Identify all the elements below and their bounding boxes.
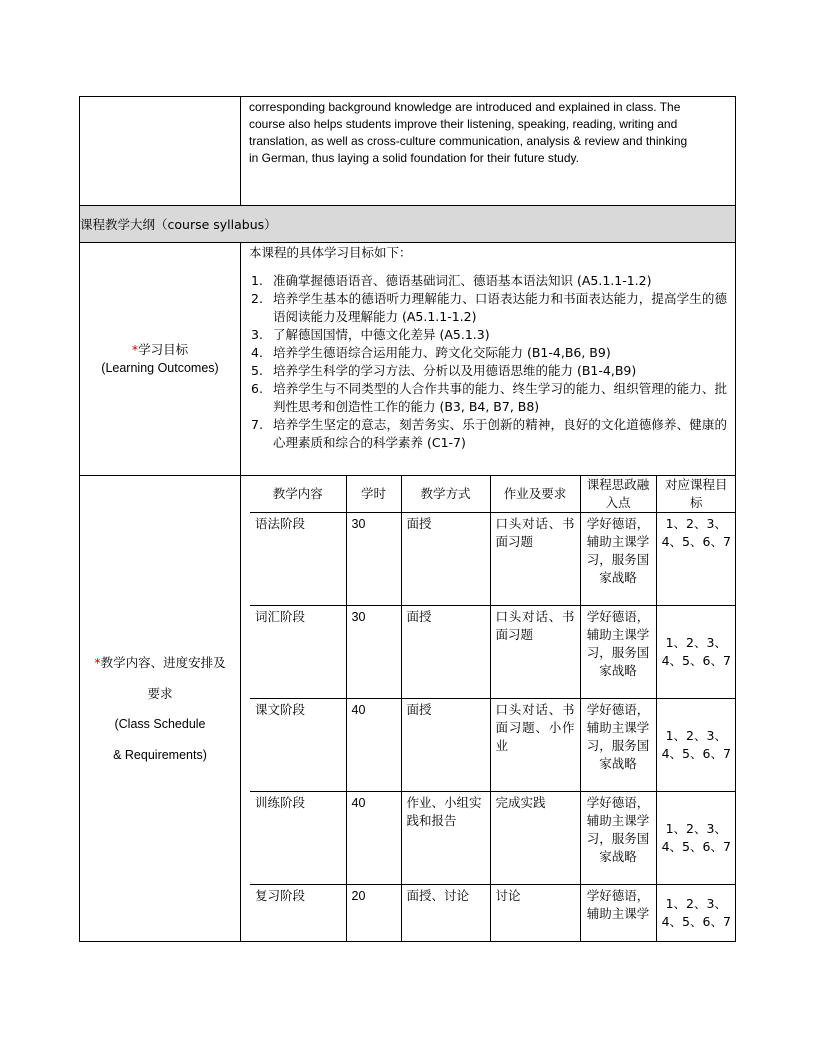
row-homework: 口头对话、书面习题、小作业 (490, 699, 580, 792)
row-method: 面授 (401, 513, 490, 606)
schedule-label-cn-1: 教学内容、进度安排及 (100, 654, 226, 670)
table-row (250, 885, 736, 942)
row-method: 面授 (401, 699, 490, 792)
schedule-label-en-1: (Class Schedule (114, 716, 206, 731)
item-number: 3. (251, 327, 263, 342)
syllabus-header: 课程教学大纲（course syllabus） (80, 206, 736, 243)
row-content: 训练阶段 (250, 792, 346, 885)
row-target: 1、2、3、4、5、6、7 (656, 699, 736, 792)
row-hours: 20 (346, 885, 401, 942)
description-line: translation, as well as cross-culture communication, analysis & review and thinking (249, 134, 688, 148)
row-target: 1、2、3、4、5、6、7 (656, 885, 736, 942)
required-star: * (94, 654, 101, 670)
row-homework: 口头对话、书面习题 (490, 513, 580, 606)
row-hours: 40 (346, 792, 401, 885)
header-hours: 学时 (346, 476, 401, 513)
learning-outcomes-label-en: (Learning Outcomes) (101, 361, 219, 375)
schedule-label-en-2: & Requirements) (113, 747, 207, 762)
row-target: 1、2、3、4、5、6、7 (656, 792, 736, 885)
description-cell (241, 97, 736, 206)
item-number: 2. (251, 291, 263, 306)
syllabus-table (79, 96, 736, 942)
list-item (249, 326, 727, 344)
item-number: 1. (251, 273, 263, 288)
list-item (249, 344, 727, 362)
header-method: 教学方式 (401, 476, 490, 513)
row-ideology: 学好德语，辅助主课学 (580, 885, 656, 942)
item-text: 准确掌握德语语音、德语基础词汇、德语基本语法知识 (A5.1.1-1.2) (273, 273, 652, 288)
row-homework: 完成实践 (490, 792, 580, 885)
schedule-table (250, 476, 736, 941)
item-text: 培养学生基本的德语听力理解能力、口语表达能力和书面表达能力，提高学生的德语阅读能力及理解能力 (A5.1.1-1.2) (273, 291, 727, 324)
schedule-label (80, 476, 241, 942)
schedule-row (80, 476, 736, 942)
required-star: * (131, 342, 139, 357)
row-content: 课文阶段 (250, 699, 346, 792)
header-ideology: 课程思政融入点 (580, 476, 656, 513)
description-line: corresponding background knowledge are introduced and explained in class. The (249, 100, 681, 114)
list-item (249, 362, 727, 380)
row-ideology: 学好德语，辅助主课学习，服务国家战略 (580, 699, 656, 792)
row-content: 语法阶段 (250, 513, 346, 606)
list-item (249, 272, 727, 290)
row-method: 面授 (401, 606, 490, 699)
row-content: 复习阶段 (250, 885, 346, 942)
item-number: 5. (251, 363, 263, 378)
item-text: 了解德国国情，中德文化差异 (A5.1.3) (273, 327, 490, 342)
description-row (80, 97, 736, 206)
list-item (249, 416, 727, 452)
row-ideology: 学好德语，辅助主课学习，服务国家战略 (580, 792, 656, 885)
item-number: 6. (251, 381, 263, 396)
table-row (250, 606, 736, 699)
row-hours: 30 (346, 606, 401, 699)
header-content: 教学内容 (250, 476, 346, 513)
learning-outcomes-label (80, 243, 241, 476)
list-item (249, 380, 727, 416)
table-row (250, 699, 736, 792)
row-target: 1、2、3、4、5、6、7 (656, 606, 736, 699)
table-row (250, 792, 736, 885)
schedule-label-cn-2: 要求 (147, 685, 173, 701)
description-line: course also helps students improve their listening, speaking, reading, writing and (249, 117, 678, 131)
row-target: 1、2、3、4、5、6、7 (656, 513, 736, 606)
item-text: 培养学生坚定的意志，刻苦务实、乐于创新的精神，良好的文化道德修养、健康的心理素质和综合的科学素养 (C1-7) (273, 417, 727, 450)
item-number: 7. (251, 417, 263, 432)
learning-outcomes-list (241, 272, 735, 452)
item-text: 培养学生与不同类型的人合作共事的能力、终生学习的能力、组织管理的能力、批判性思考和创造性工作的能力 (B3, B4, B7, B8) (273, 381, 727, 414)
syllabus-header-row (80, 206, 736, 243)
header-target: 对应课程目标 (656, 476, 736, 513)
description-line: in German, thus laying a solid foundation for their future study. (249, 151, 579, 165)
course-description (241, 97, 735, 173)
schedule-header-row (250, 476, 736, 513)
row-method: 面授、讨论 (401, 885, 490, 942)
header-homework: 作业及要求 (490, 476, 580, 513)
row-homework: 讨论 (490, 885, 580, 942)
learning-outcomes-row (80, 243, 736, 476)
list-item (249, 290, 727, 326)
row-ideology: 学好德语，辅助主课学习，服务国家战略 (580, 513, 656, 606)
table-row (250, 513, 736, 606)
row-method: 作业、小组实践和报告 (401, 792, 490, 885)
item-number: 4. (251, 345, 263, 360)
row-hours: 30 (346, 513, 401, 606)
learning-outcomes-intro: 本课程的具体学习目标如下： (249, 245, 412, 260)
row-content: 词汇阶段 (250, 606, 346, 699)
item-text: 培养学生科学的学习方法、分析以及用德语思维的能力 (B1-4,B9) (273, 363, 637, 378)
schedule-cell (241, 476, 736, 942)
row-hours: 40 (346, 699, 401, 792)
learning-outcomes-label-cn: 学习目标 (138, 342, 189, 357)
description-label-cell (80, 97, 241, 206)
row-homework: 口头对话、书面习题 (490, 606, 580, 699)
row-ideology: 学好德语，辅助主课学习，服务国家战略 (580, 606, 656, 699)
learning-outcomes-cell (241, 243, 736, 476)
item-text: 培养学生德语综合运用能力、跨文化交际能力 (B1-4,B6, B9) (273, 345, 611, 360)
